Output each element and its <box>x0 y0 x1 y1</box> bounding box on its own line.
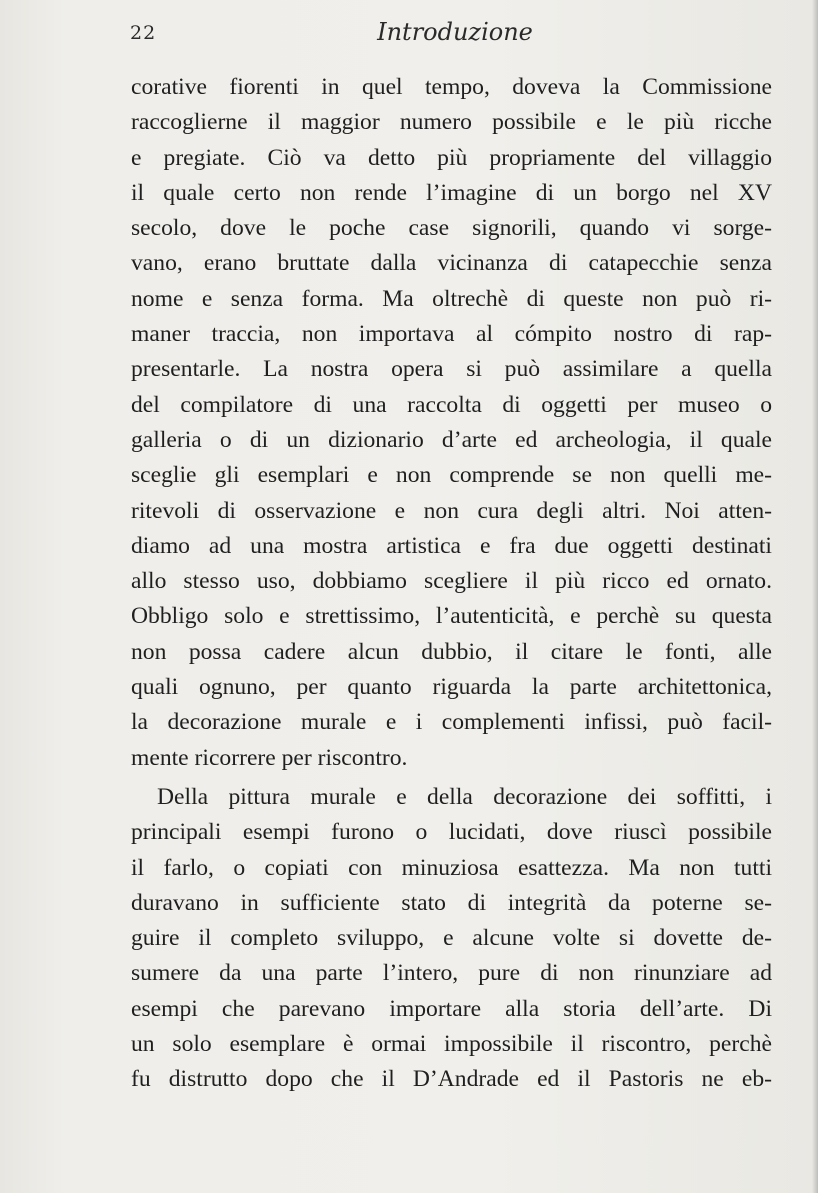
text-line: un solo esemplare è ormai impossibile il riscontro, perchè <box>131 1031 772 1058</box>
paragraph-1 <box>131 70 772 776</box>
text-line: vano, erano bruttate dalla vicinanza di catapecchie senza <box>131 250 772 277</box>
text-line: guire il completo sviluppo, e alcune volte si dovette de- <box>131 925 772 952</box>
text-line: fu distrutto dopo che il D’Andrade ed il Pastoris ne eb- <box>131 1066 772 1093</box>
text-line: nome e senza forma. Ma oltrechè di queste non può ri- <box>131 285 772 312</box>
running-title: Introduzione <box>377 18 533 46</box>
text-line: Obbligo solo e strettissimo, l’autenticità, e perchè su questa <box>131 603 772 630</box>
body-text <box>131 70 772 1098</box>
text-line: secolo, dove le poche case signorili, quando vi sorge- <box>131 215 772 242</box>
text-line: la decorazione murale e i complementi infissi, può facil- <box>131 709 772 736</box>
text-line: principali esempi furono o lucidati, dove riuscì possibile <box>131 819 772 846</box>
page-number: 22 <box>130 22 157 44</box>
text-line: raccoglierne il maggior numero possibile e le più ricche <box>131 109 772 136</box>
text-line: quali ognuno, per quanto riguarda la parte architettonica, <box>131 674 772 701</box>
page-header <box>130 18 770 52</box>
text-line: duravano in sufficiente stato di integrità da poterne se- <box>131 889 772 916</box>
text-line: galleria o di un dizionario d’arte ed archeologia, il quale <box>131 426 772 453</box>
text-line: non possa cadere alcun dubbio, il citare le fonti, alle <box>131 638 772 665</box>
text-line: del compilatore di una raccolta di oggetti per museo o <box>131 391 772 418</box>
text-line: allo stesso uso, dobbiamo scegliere il più ricco ed ornato. <box>131 568 772 595</box>
text-line: mente ricorrere per riscontro. <box>131 744 408 771</box>
text-line: e pregiate. Ciò va detto più propriamente del villaggio <box>131 144 772 171</box>
text-line: maner traccia, non importava al cómpito nostro di rap- <box>131 321 772 348</box>
text-line: il quale certo non rende l’imagine di un borgo nel XV <box>131 179 772 206</box>
text-line: corative fiorenti in quel tempo, doveva la Commissione <box>131 74 772 100</box>
text-line: ritevoli di osservazione e non cura degli altri. Noi atten- <box>131 497 772 524</box>
text-line: diamo ad una mostra artistica e fra due oggetti destinati <box>131 532 772 559</box>
text-line: il farlo, o copiati con minuziosa esattezza. Ma non tutti <box>131 854 772 881</box>
paragraph-2 <box>131 780 772 1098</box>
text-line: sceglie gli esemplari e non comprende se non quelli me- <box>131 462 772 489</box>
text-line: esempi che parevano importare alla storia dell’arte. Di <box>131 995 772 1022</box>
page-edge-shadow <box>812 0 818 1193</box>
text-line: sumere da una parte l’intero, pure di non rinunziare ad <box>131 960 772 987</box>
text-line: presentarle. La nostra opera si può assimilare a quella <box>131 356 772 383</box>
text-line: Della pittura murale e della decorazione dei soffitti, i <box>157 783 772 810</box>
